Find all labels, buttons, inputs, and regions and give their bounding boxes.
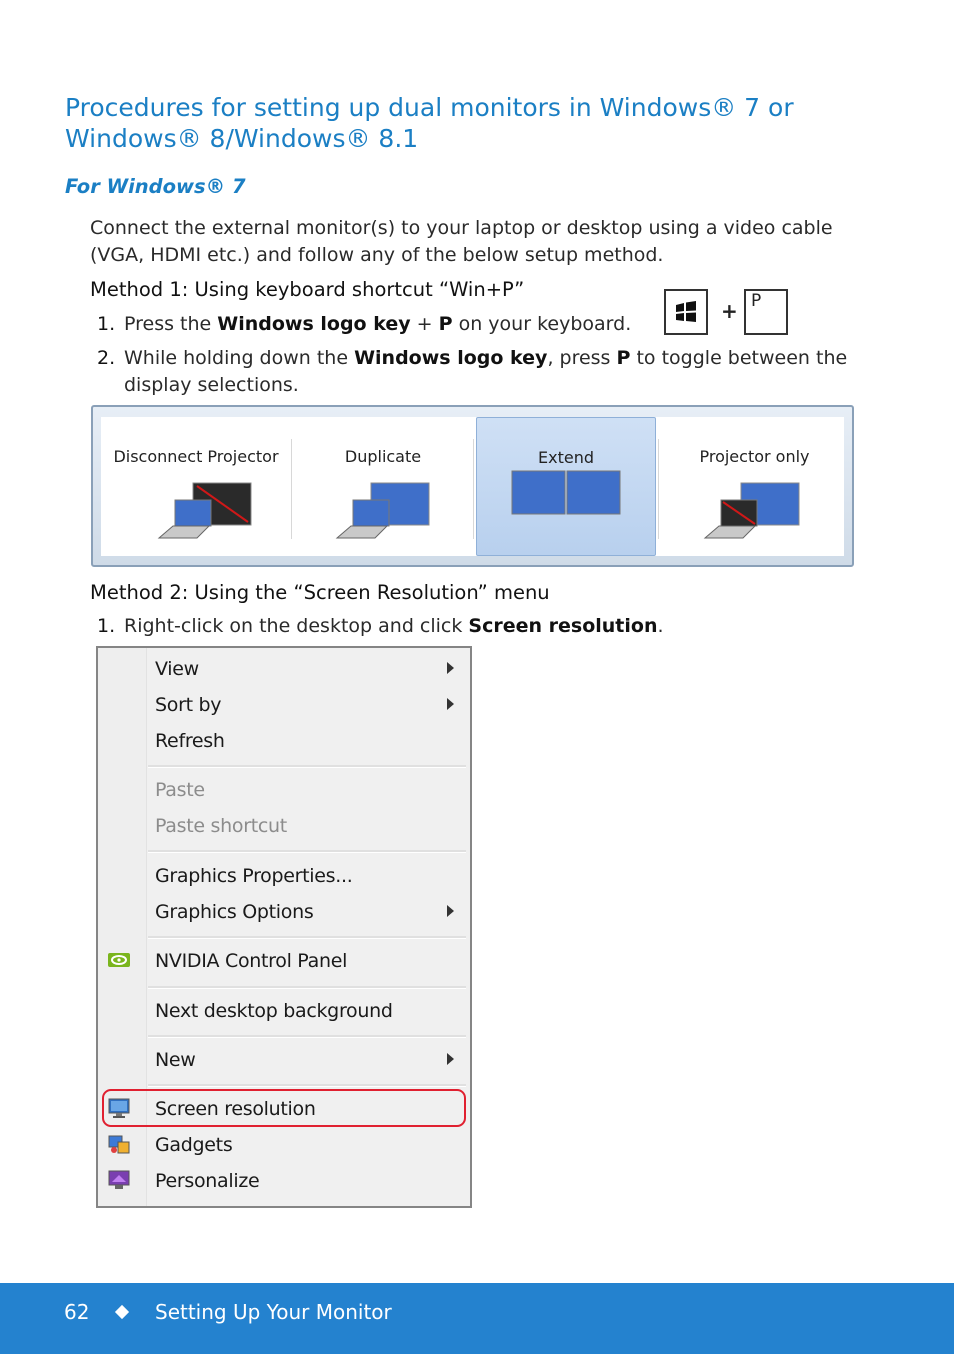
footer-chapter-title: Setting Up Your Monitor	[155, 1300, 392, 1324]
menu-separator	[148, 986, 466, 989]
step-bold: P	[438, 313, 453, 335]
laptop-projector-only-icon	[701, 482, 801, 544]
step-bold: P	[616, 347, 631, 369]
menu-item-next-desktop-background[interactable]	[98, 993, 470, 1027]
menu-label: Refresh	[155, 730, 225, 752]
method1-step2	[97, 345, 867, 399]
menu-item-sort-by[interactable]	[98, 687, 470, 721]
menu-label: Screen resolution	[155, 1098, 316, 1120]
intro-paragraph: Connect the external monitor(s) to your laptop or desktop using a video cable (VGA, HDMI etc.) and follow any of the below setup method.	[90, 217, 833, 266]
page-footer	[0, 1283, 954, 1354]
highlight-callout-ring	[102, 1089, 466, 1127]
method1-step1	[97, 311, 631, 338]
menu-separator	[148, 1084, 466, 1087]
projector-switcher	[91, 405, 854, 567]
menu-separator	[148, 765, 466, 768]
subsection-heading: For Windows® 7	[65, 175, 246, 198]
menu-label: Paste	[155, 779, 205, 801]
menu-item-paste	[98, 772, 470, 806]
method2-step1	[97, 613, 664, 640]
submenu-arrow-icon	[447, 698, 454, 710]
menu-item-refresh[interactable]	[98, 723, 470, 757]
p-key	[744, 289, 788, 335]
menu-separator	[148, 850, 466, 853]
option-label: Extend	[538, 448, 594, 467]
step-number: 1.	[97, 313, 116, 335]
step-text: Press the	[124, 313, 218, 335]
step-text: to toggle between the display selections.	[124, 347, 848, 396]
step-bold: Screen resolution	[468, 615, 658, 637]
menu-label: New	[155, 1049, 196, 1071]
step-text: on your keyboard.	[452, 313, 632, 335]
step-bold: Windows logo key	[354, 347, 548, 369]
extend-monitors-icon	[511, 470, 623, 516]
method1-title: Method 1: Using keyboard shortcut “Win+P”	[90, 278, 525, 301]
step-number: 2.	[97, 347, 116, 369]
menu-label: Graphics Options	[155, 901, 314, 923]
option-disconnect-projector[interactable]	[101, 417, 291, 556]
option-duplicate[interactable]	[293, 417, 473, 556]
gadgets-icon	[107, 1133, 131, 1155]
menu-label: Graphics Properties...	[155, 865, 353, 887]
step-text: , press	[547, 347, 617, 369]
menu-item-view[interactable]	[98, 651, 470, 685]
submenu-arrow-icon	[447, 662, 454, 674]
step-bold: Windows logo key	[217, 313, 411, 335]
menu-item-gadgets[interactable]	[98, 1127, 470, 1161]
option-label: Duplicate	[344, 447, 422, 466]
option-label: Disconnect Projector	[113, 447, 279, 466]
menu-label: View	[155, 658, 199, 680]
menu-label: Gadgets	[155, 1134, 233, 1156]
submenu-arrow-icon	[447, 1053, 454, 1065]
menu-item-personalize[interactable]	[98, 1163, 470, 1197]
laptop-duplicate-icon	[333, 482, 433, 544]
submenu-arrow-icon	[447, 905, 454, 917]
menu-label: Personalize	[155, 1170, 260, 1192]
step-text: +	[410, 313, 439, 335]
nvidia-icon	[107, 949, 131, 971]
menu-separator	[148, 936, 466, 939]
divider	[658, 439, 659, 539]
option-extend[interactable]	[476, 417, 656, 556]
menu-separator	[148, 1035, 466, 1038]
menu-item-paste-shortcut	[98, 808, 470, 842]
laptop-disconnected-icon	[153, 482, 253, 544]
menu-item-graphics-properties[interactable]	[98, 858, 470, 892]
personalize-icon	[107, 1169, 131, 1191]
step-number: 1.	[97, 615, 116, 637]
method2-title: Method 2: Using the “Screen Resolution” menu	[90, 581, 550, 604]
menu-item-nvidia-control-panel[interactable]	[98, 943, 470, 977]
menu-label: Paste shortcut	[155, 815, 287, 837]
p-key-label: P	[751, 291, 762, 311]
step-text: Right-click on the desktop and click	[124, 615, 469, 637]
step-body	[124, 345, 867, 399]
menu-label: Next desktop background	[155, 1000, 393, 1022]
menu-label: NVIDIA Control Panel	[155, 950, 348, 972]
step-text: .	[657, 615, 664, 637]
divider	[473, 439, 474, 539]
menu-item-graphics-options[interactable]	[98, 894, 470, 928]
menu-item-new[interactable]	[98, 1042, 470, 1076]
option-projector-only[interactable]	[661, 417, 848, 556]
win-p-keys-illustration	[664, 289, 794, 339]
step-text: While holding down the	[124, 347, 355, 369]
plus-sign: +	[721, 299, 738, 323]
desktop-context-menu	[96, 646, 472, 1208]
option-label: Projector only	[699, 447, 810, 466]
page-number: 62	[64, 1300, 90, 1324]
divider	[291, 439, 292, 539]
diamond-bullet-icon	[115, 1305, 129, 1319]
menu-label: Sort by	[155, 694, 222, 716]
windows-key	[664, 289, 708, 335]
section-heading: Procedures for setting up dual monitors in Windows® 7 or Windows® 8/Windows® 8.1	[65, 93, 794, 153]
windows-logo-icon	[666, 291, 706, 333]
